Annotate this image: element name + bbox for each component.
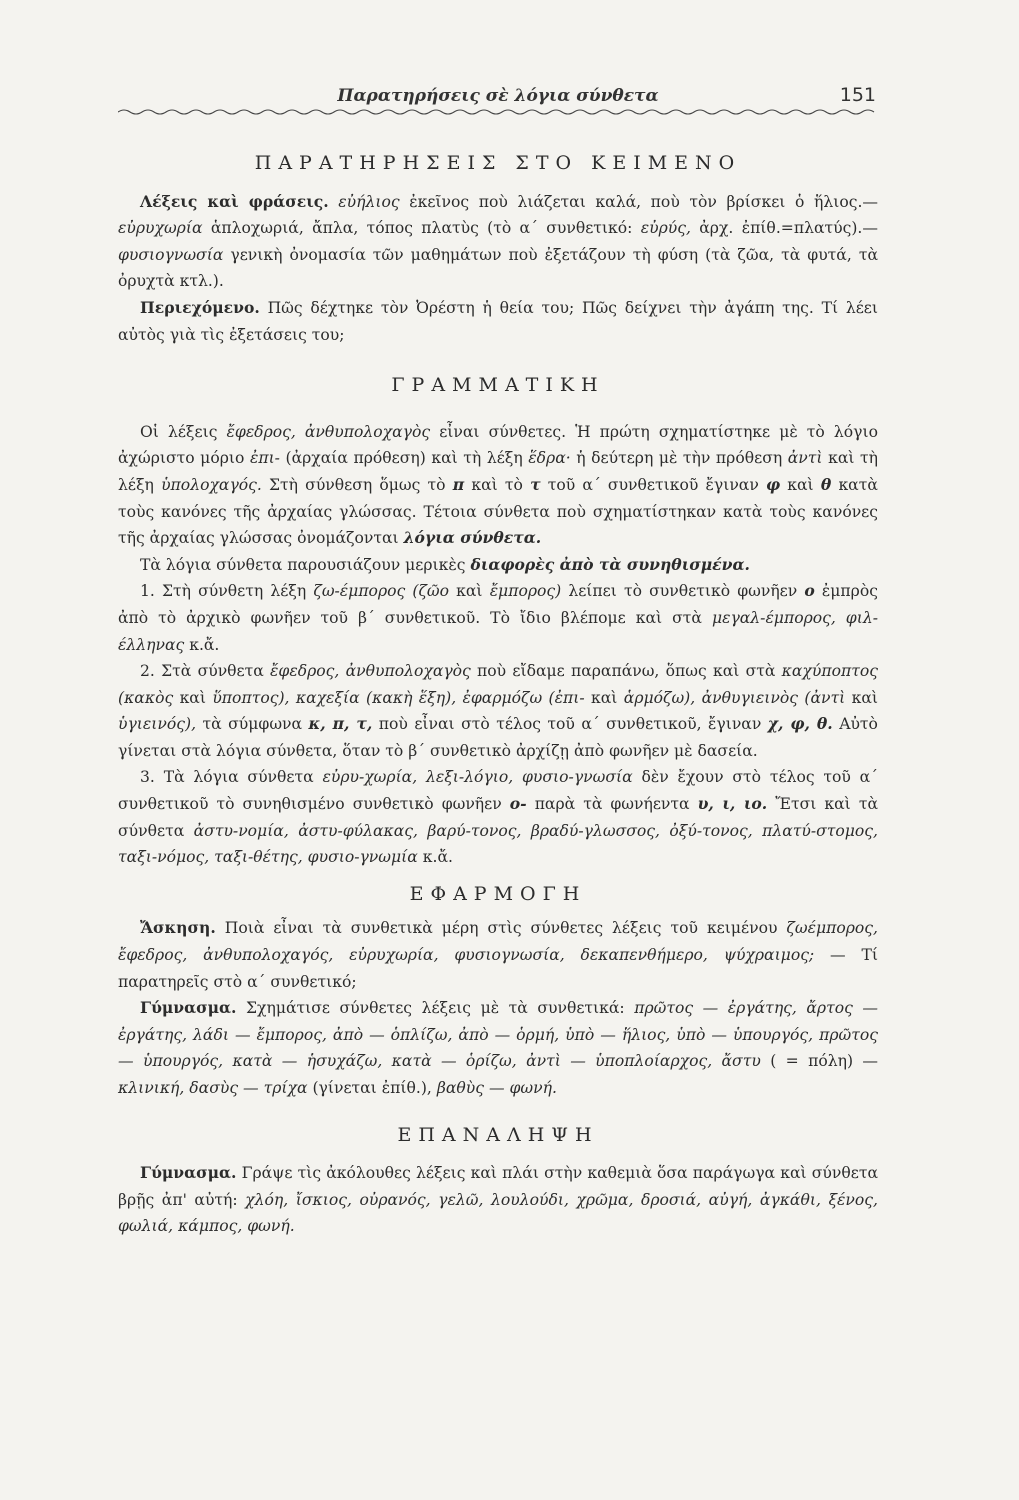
heading-grammar: ΓΡΑΜΜΑΤΙΚΗ: [391, 374, 605, 397]
content-questions: Περιεχόμενο. Πῶς δέχτηκε τὸν Ὀρέστη ἡ θεία του; Πῶς δείχνει τὴν ἀγάπη της. Τί λέει αὐτὸς γιὰ τὶς ἐξετάσεις του;: [118, 297, 878, 344]
grammar-rule-3: 3. Τὰ λόγια σύνθετα εὐρυ-χωρία, λεξι-λόγιο, φυσιο-γνωσία δὲν ἔχουν στὸ τέλος τοῦ α΄ συνθετικοῦ τὸ συνηθισμένο συνθετικὸ φωνῆεν ο- παρὰ τὰ φωνήεντα υ, ι, ιο. Ἔτσι καὶ τὰ σύνθετα ἀστυ-νομία, ἀστυ-φύλακας, βαρύ-τονος, βραδύ-γλωσσος, ὀξύ-τονος, πλατύ-στομος, ταξι-νόμος, ταξι-θέτης, φυσιο-γνωμία κ.ἄ.: [118, 768, 878, 867]
drill: Γύμνασμα. Σχημάτισε σύνθετες λέξεις μὲ τὰ συνθετικά: πρῶτος — ἐργάτης, ἄρτος — ἐργάτης, λάδι — ἔμπορος, ἀπὸ — ὁπλίζω, ἀπὸ — ὁρμή, ὑπὸ — ἥλιος, ὑπὸ — ὑπουργός, πρῶτος — ὑπουργός, κατὰ — ἡσυχάζω, κατὰ — ὁρίζω, ἀντὶ — ὑποπλοίαρχος, ἄστυ ( = πόλη) — κλινική, δασὺς — τρίχα (γίνεται ἐπίθ.), βαθὺς — φωνή.: [118, 998, 878, 1097]
wavy-rule: [118, 108, 878, 116]
running-title: Παρατηρήσεις σὲ λόγια σύνθετα: [337, 86, 659, 106]
exercise: Ἄσκηση. Ποιὰ εἶναι τὰ συνθετικὰ μέρη στὶς σύνθετες λέξεις τοῦ κειμένου ζωέμπορος, ἔφεδρος, ἀνθυπολοχαγός, εὐρυχωρία, φυσιογνωσία, δεκαπενθήμερο, ψύχραιμος; — Τί παρατηρεῖς στὸ α΄ συνθετικό;: [118, 918, 878, 991]
grammar-paragraph-2: Τὰ λόγια σύνθετα παρουσιάζουν μερικὲς διαφορὲς ἀπὸ τὰ συνηθισμένα.: [140, 554, 750, 574]
page-header: [118, 82, 878, 112]
grammar-rule-1: 1. Στὴ σύνθετη λέξη ζω-έμπορος (ζῶο καὶ ἔμπορος) λείπει τὸ συνθετικὸ φωνῆεν ο ἐμπρὸς ἀπὸ τὸ ἀρχικὸ φωνῆεν τοῦ β΄ συνθετικοῦ. Τὸ ἴδιο βλέπομε καὶ στὰ μεγαλ-έμπορος, φιλ-έλληνας κ.ἄ.: [118, 581, 878, 654]
heading-revision: ΕΠΑΝΑΛΗΨΗ: [397, 1123, 599, 1146]
page-body: [118, 150, 878, 1240]
words-and-phrases: Λέξεις καὶ φράσεις. εὐήλιος ἐκεῖνος ποὺ λιάζεται καλά, ποὺ τὸν βρίσκει ὁ ἥλιος.— εὐρυχωρία ἁπλοχωριά, ἄπλα, τόπος πλατὺς (τὸ α΄ συνθετικό: εὐρύς, ἀρχ. ἐπίθ.=πλατύς).— φυσιογνωσία γενικὴ ὀνομασία τῶν μαθημάτων ποὺ ἐξετάζουν τὴ φύση (τὰ ζῶα, τὰ φυτά, τὰ ὀρυχτὰ κτλ.).: [118, 191, 879, 291]
revision-drill: Γύμνασμα. Γράψε τὶς ἀκόλουθες λέξεις καὶ πλάι στὴν καθεμιὰ ὅσα παράγωγα καὶ σύνθετα βρῇς ἀπ' αὐτή: χλόη, ἴσκιος, οὐρανός, γελῶ, λουλούδι, χρῶμα, δροσιά, αὐγή, ἀγκάθι, ξένος, φωλιά, κάμπος, φωνή.: [118, 1163, 878, 1236]
heading-application: ΕΦΑΡΜΟΓΗ: [409, 882, 587, 905]
grammar-rule-2: 2. Στὰ σύνθετα ἔφεδρος, ἀνθυπολοχαγὸς ποὺ εἴδαμε παραπάνω, ὅπως καὶ στὰ καχύποπτος (κακὸς καὶ ὕποπτος), καχεξία (κακὴ ἕξη), ἐφαρμόζω (ἐπι- καὶ ἁρμόζω), ἀνθυγιεινὸς (ἀντὶ καὶ ὑγιεινός), τὰ σύμφωνα κ, π, τ, ποὺ εἶναι στὸ τέλος τοῦ α΄ συνθετικοῦ, ἔγιναν χ, φ, θ. Αὐτὸ γίνεται στὰ λόγια σύνθετα, ὅταν τὸ β΄ συνθετικὸ ἀρχίζῃ ἀπὸ φωνῆεν μὲ δασεία.: [118, 662, 878, 760]
grammar-paragraph-1: Οἱ λέξεις ἔφεδρος, ἀνθυπολοχαγὸς εἶναι σύνθετες. Ἡ πρώτη σχηματίστηκε μὲ τὸ λόγιο ἀχώριστο μόριο ἐπι- (ἀρχαία πρόθεση) καὶ τὴ λέξη ἕδρα· ἡ δεύτερη μὲ τὴν πρόθεση ἀντὶ καὶ τὴ λέξη ὑπολοχαγός. Στὴ σύνθεση ὅμως τὸ π καὶ τὸ τ τοῦ α΄ συνθετικοῦ ἔγιναν φ καὶ θ κατὰ τοὺς κανόνες τῆς ἀρχαίας γλώσσας. Τέτοια σύνθετα ποὺ σχηματίστηκαν κατὰ τοὺς κανόνες τῆς ἀρχαίας γλώσσας ὀνομάζονται λόγια σύνθετα.: [118, 422, 878, 548]
page-number: 151: [839, 84, 876, 106]
heading-remarks: ΠΑΡΑΤΗΡΗΣΕΙΣ ΣΤΟ ΚΕΙΜΕΝΟ: [254, 152, 742, 174]
